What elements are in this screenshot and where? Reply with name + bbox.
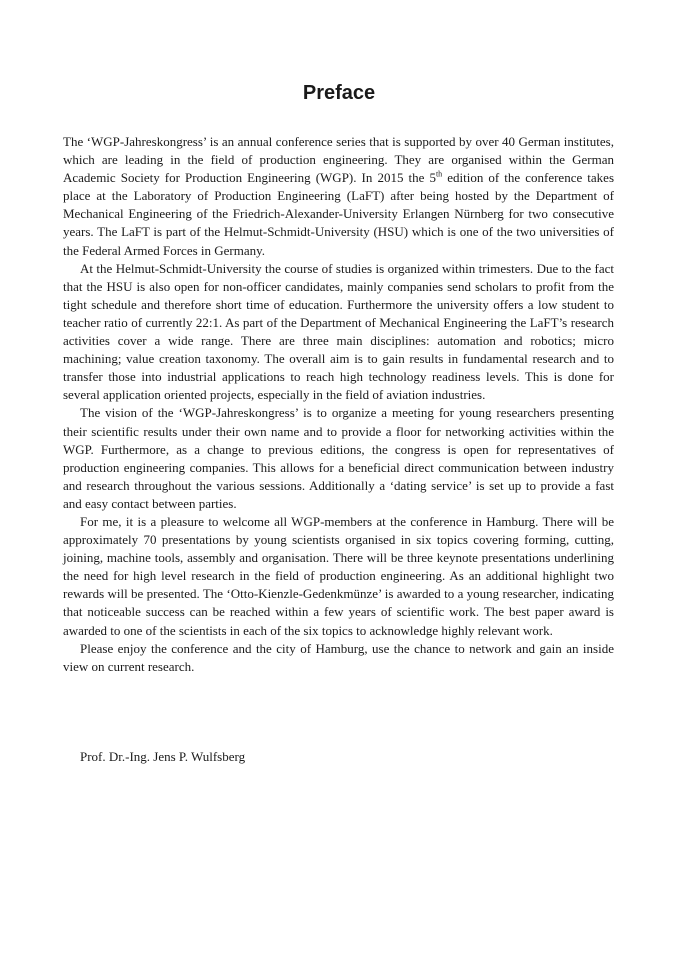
paragraph-3: The vision of the ‘WGP-Jahreskongress’ is to organize a meeting for young researchers presenting their scientific results under their own name and to provide a floor for networking activities within the WGP. Furthermore, as a change to previous editions, the congress is open for representatives of production engineering companies. This allows for a beneficial direct communication between industry and research throughout the various sessions. Additionally a ‘dating service’ is set up to provide a fast and easy contact between parties. [63,405,614,511]
page-title: Preface [302,82,376,104]
ordinal-suffix: th [435,169,443,179]
paragraph-5: Please enjoy the conference and the city of Hamburg, use the chance to network and gain an inside view on current research. [63,640,614,674]
paragraph-1-text-a: The ‘WGP-Jahreskongress’ is an annual conference series that is supported by over 40 German institutes, which are leading in the field of production engineering. They are organised within the German Academic Society for Production Engineering (WGP). In 2015 the 5 [63,134,614,186]
signature: Prof. Dr.-Ing. Jens P. Wulfsberg [80,749,246,764]
paragraph-1-text-b: edition of the conference takes place at the Laboratory of Production Engineering (LaFT) after being hosted by the Department of Mechanical Engineering of the Friedrich-Alexander-University Erlangen Nürnberg for two consecutive years. The LaFT is part of the Helmut-Schmidt-University (HSU) which is one of the two universities of the Federal Armed Forces in Germany. [63,170,615,258]
paragraph-4: For me, it is a pleasure to welcome all WGP-members at the conference in Hamburg. There will be approximately 70 presentations by young scientists organised in six topics covering forming, cutting, joining, machine tools, assembly and organisation. There will be three keynote presentations underlining the need for high level research in the field of production engineering. As an additional highlight two rewards will be presented. The ‘Otto-Kienzle-Gedenkmünze’ is awarded to a young researcher, indicating that noticeable success can be reached within a few years of scientific work. The best paper award is awarded to one of the scientists in each of the six topics to acknowledge highly relevant work. [63,513,614,638]
paragraph-2: At the Helmut-Schmidt-University the course of studies is organized within trimesters. Due to the fact that the HSU is also open for non-officer candidates, mainly companies send scholars to profit from the tight schedule and therefore short time of education. Furthermore the university offers a low student to teacher ratio of currently 22:1. As part of the Department of Mechanical Engineering the LaFT’s research activities cover a wide range. There are three main disciplines: automation and robotics; micro machining; value creation taxonomy. The overall aim is to gain results in fundamental research and to transfer those into industrial applications to reach high technology readiness levels. This is done for several application oriented projects, especially in the field of aviation industries. [63,260,614,403]
preface-body [63,133,614,676]
paragraph-1 [63,133,614,260]
